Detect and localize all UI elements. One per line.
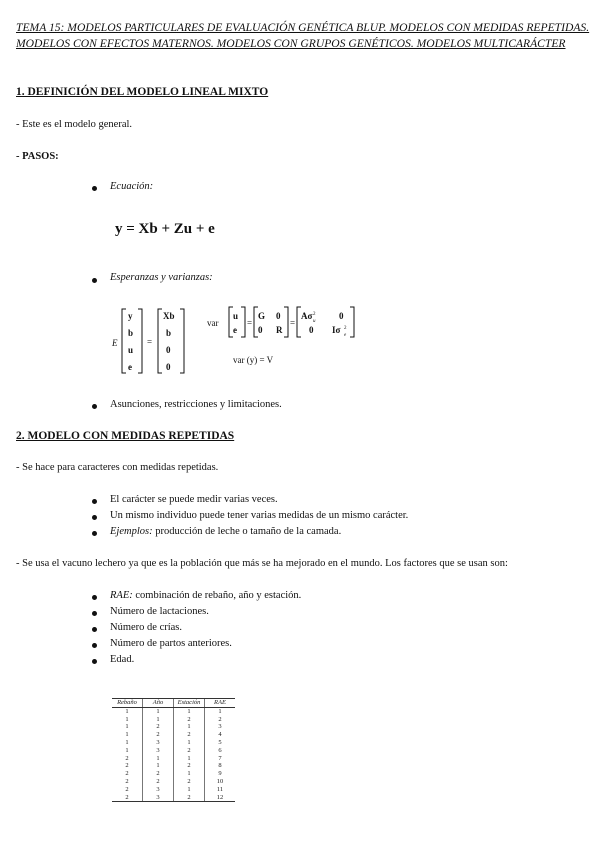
expectation-variance-matrices	[110, 300, 370, 380]
var-e: e	[233, 325, 237, 335]
table-cell: 1	[143, 707, 174, 715]
table-cell: 1	[174, 707, 205, 715]
i-sigma: Iσ	[332, 325, 341, 335]
bullet-crias: Número de crías.	[110, 622, 183, 633]
expectation-e-label: E	[112, 338, 118, 348]
vec-zero-2: 0	[166, 362, 171, 372]
ejemplos-text: producción de leche o tamaño de la camada.	[152, 526, 342, 537]
table-cell: 1	[143, 762, 174, 770]
section-2-heading: 2. MODELO CON MEDIDAS REPETIDAS	[16, 430, 235, 442]
vec-xb: Xb	[163, 311, 175, 321]
table-row	[112, 716, 235, 724]
table-cell: 2	[174, 778, 205, 786]
vec-u: u	[128, 345, 134, 355]
vec-y: y	[128, 311, 133, 321]
i-sigma-sub: e	[344, 333, 347, 338]
table-row	[112, 762, 235, 770]
bullet-lactaciones: Número de lactaciones.	[110, 606, 209, 617]
bullet-dot	[92, 499, 97, 504]
matrix-zero-c: 0	[339, 311, 344, 321]
bullet-asunciones: Asunciones, restricciones y limitaciones.	[110, 399, 282, 410]
table-row	[112, 786, 235, 794]
table-cell: 2	[125, 785, 129, 793]
header-ano: Año	[143, 699, 174, 708]
bullet-dot	[92, 611, 97, 616]
table-cell: 2	[125, 770, 129, 778]
table-cell: 1	[125, 707, 129, 715]
section-1-intro: - Este es el modelo general.	[16, 119, 133, 130]
header-rebano: Rebaño	[112, 699, 143, 708]
var-u: u	[233, 311, 239, 321]
vec-b2: b	[166, 328, 172, 338]
table-cell: 2	[174, 762, 205, 770]
table-row	[112, 731, 235, 739]
table-header-row	[112, 699, 235, 708]
bullet-dot	[92, 659, 97, 664]
table-cell: 2	[125, 762, 129, 770]
svg-text:=: =	[147, 337, 153, 347]
table-cell: 1	[143, 716, 174, 724]
rae-text: combinación de rebaño, año y estación.	[132, 590, 302, 601]
matrix-zero-d: 0	[309, 325, 314, 335]
a-sigma-sup: 2	[313, 312, 316, 317]
svg-text:=: =	[247, 318, 253, 328]
table-cell: 2	[125, 777, 129, 785]
table-cell: 2	[174, 731, 205, 739]
bullet-esperanzas: Esperanzas y varianzas:	[110, 272, 213, 283]
bullet-dot	[92, 515, 97, 520]
bullet-dot	[92, 278, 97, 283]
i-sigma-sup: 2	[344, 326, 347, 331]
table-row	[112, 778, 235, 786]
table-row	[112, 747, 235, 755]
svg-text:=: =	[290, 318, 296, 328]
table-cell: 1	[174, 770, 205, 778]
page-title: TEMA 15: MODELOS PARTICULARES DE EVALUACIÓN GENÉTICA BLUP. MODELOS CON MEDIDAS REPETIDAS. MODELOS CON EFECTOS MATERNOS. MODELOS CON GRUPOS GENÉTICOS. MODELOS MULTICARÁCTER	[16, 21, 590, 50]
table-cell: 9	[205, 770, 236, 778]
table-row	[112, 707, 235, 715]
rae-label: RAE:	[110, 590, 133, 601]
table-cell: 5	[205, 739, 236, 747]
table-cell: 1	[205, 707, 236, 715]
vec-zero-1: 0	[166, 345, 171, 355]
var-y-equation: var (y) = V	[233, 355, 274, 365]
table-cell: 1	[174, 786, 205, 794]
bullet-dot	[92, 186, 97, 191]
rae-table	[112, 698, 235, 802]
table-cell: 7	[205, 755, 236, 763]
matrix-r: R	[276, 325, 283, 335]
bullet-dot	[92, 595, 97, 600]
table-cell: 6	[205, 747, 236, 755]
section-1-heading: 1. DEFINICIÓN DEL MODELO LINEAL MIXTO	[16, 86, 269, 98]
bullet-dot	[92, 531, 97, 536]
bullet-ejemplos	[110, 526, 341, 537]
table-row	[112, 770, 235, 778]
header-estacion: Estación	[174, 699, 205, 708]
table-cell: 1	[125, 731, 129, 739]
table-cell: 2	[143, 778, 174, 786]
table-cell: 2	[174, 794, 205, 802]
matrix-zero-b: 0	[258, 325, 263, 335]
ejemplos-label: Ejemplos:	[110, 526, 153, 537]
table-cell: 3	[143, 786, 174, 794]
section-2-intro-2: - Se usa el vacuno lechero ya que es la población que más se ha mejorado en el mundo. Los factores que se usan son:	[16, 558, 508, 569]
table-cell: 8	[205, 762, 236, 770]
table-row	[112, 723, 235, 731]
table-cell: 1	[174, 739, 205, 747]
table-row	[112, 739, 235, 747]
table-cell: 2	[125, 754, 129, 762]
table-cell: 12	[205, 794, 236, 802]
table-row	[112, 794, 235, 802]
table-cell: 2	[174, 716, 205, 724]
table-cell: 3	[143, 747, 174, 755]
table-cell: 2	[143, 770, 174, 778]
matrix-g: G	[258, 311, 266, 321]
bullet-partos: Número de partos anteriores.	[110, 638, 232, 649]
bullet-dot	[92, 404, 97, 409]
bullet-dot	[92, 627, 97, 632]
table-cell: 1	[125, 715, 129, 723]
table-cell: 2	[112, 794, 143, 802]
table-cell: 2	[174, 747, 205, 755]
table-cell: 1	[125, 738, 129, 746]
table-cell: 3	[143, 739, 174, 747]
a-sigma: Aσ	[301, 311, 313, 321]
bullet-edad: Edad.	[110, 654, 135, 665]
table-cell: 1	[174, 723, 205, 731]
table-cell: 4	[205, 731, 236, 739]
table-cell: 11	[205, 786, 236, 794]
bullet-dot	[92, 643, 97, 648]
table-cell: 3	[143, 794, 174, 802]
table-cell: 1	[143, 755, 174, 763]
bullet-ecuacion: Ecuación:	[110, 181, 154, 192]
a-sigma-sub: u	[313, 319, 316, 324]
table-row	[112, 755, 235, 763]
section-2-intro: - Se hace para caracteres con medidas repetidas.	[16, 462, 219, 473]
bullet-caracter: El carácter se puede medir varias veces.	[110, 494, 278, 505]
table-cell: 1	[125, 723, 129, 731]
var-label: var	[207, 318, 219, 328]
header-rae: RAE	[205, 699, 236, 708]
bullet-rae	[110, 590, 301, 601]
table-cell: 1	[125, 746, 129, 754]
table-cell: 1	[174, 755, 205, 763]
model-equation: y = Xb + Zu + e	[115, 221, 215, 237]
table-cell: 2	[143, 723, 174, 731]
bullet-individuo: Un mismo individuo puede tener varias medidas de un mismo carácter.	[110, 510, 409, 521]
pasos-label: - PASOS:	[16, 151, 59, 162]
vec-b: b	[128, 328, 134, 338]
table-cell: 2	[205, 716, 236, 724]
matrix-zero-a: 0	[276, 311, 281, 321]
table-cell: 2	[143, 731, 174, 739]
vec-e: e	[128, 362, 132, 372]
table-cell: 3	[205, 723, 236, 731]
table-cell: 10	[205, 778, 236, 786]
